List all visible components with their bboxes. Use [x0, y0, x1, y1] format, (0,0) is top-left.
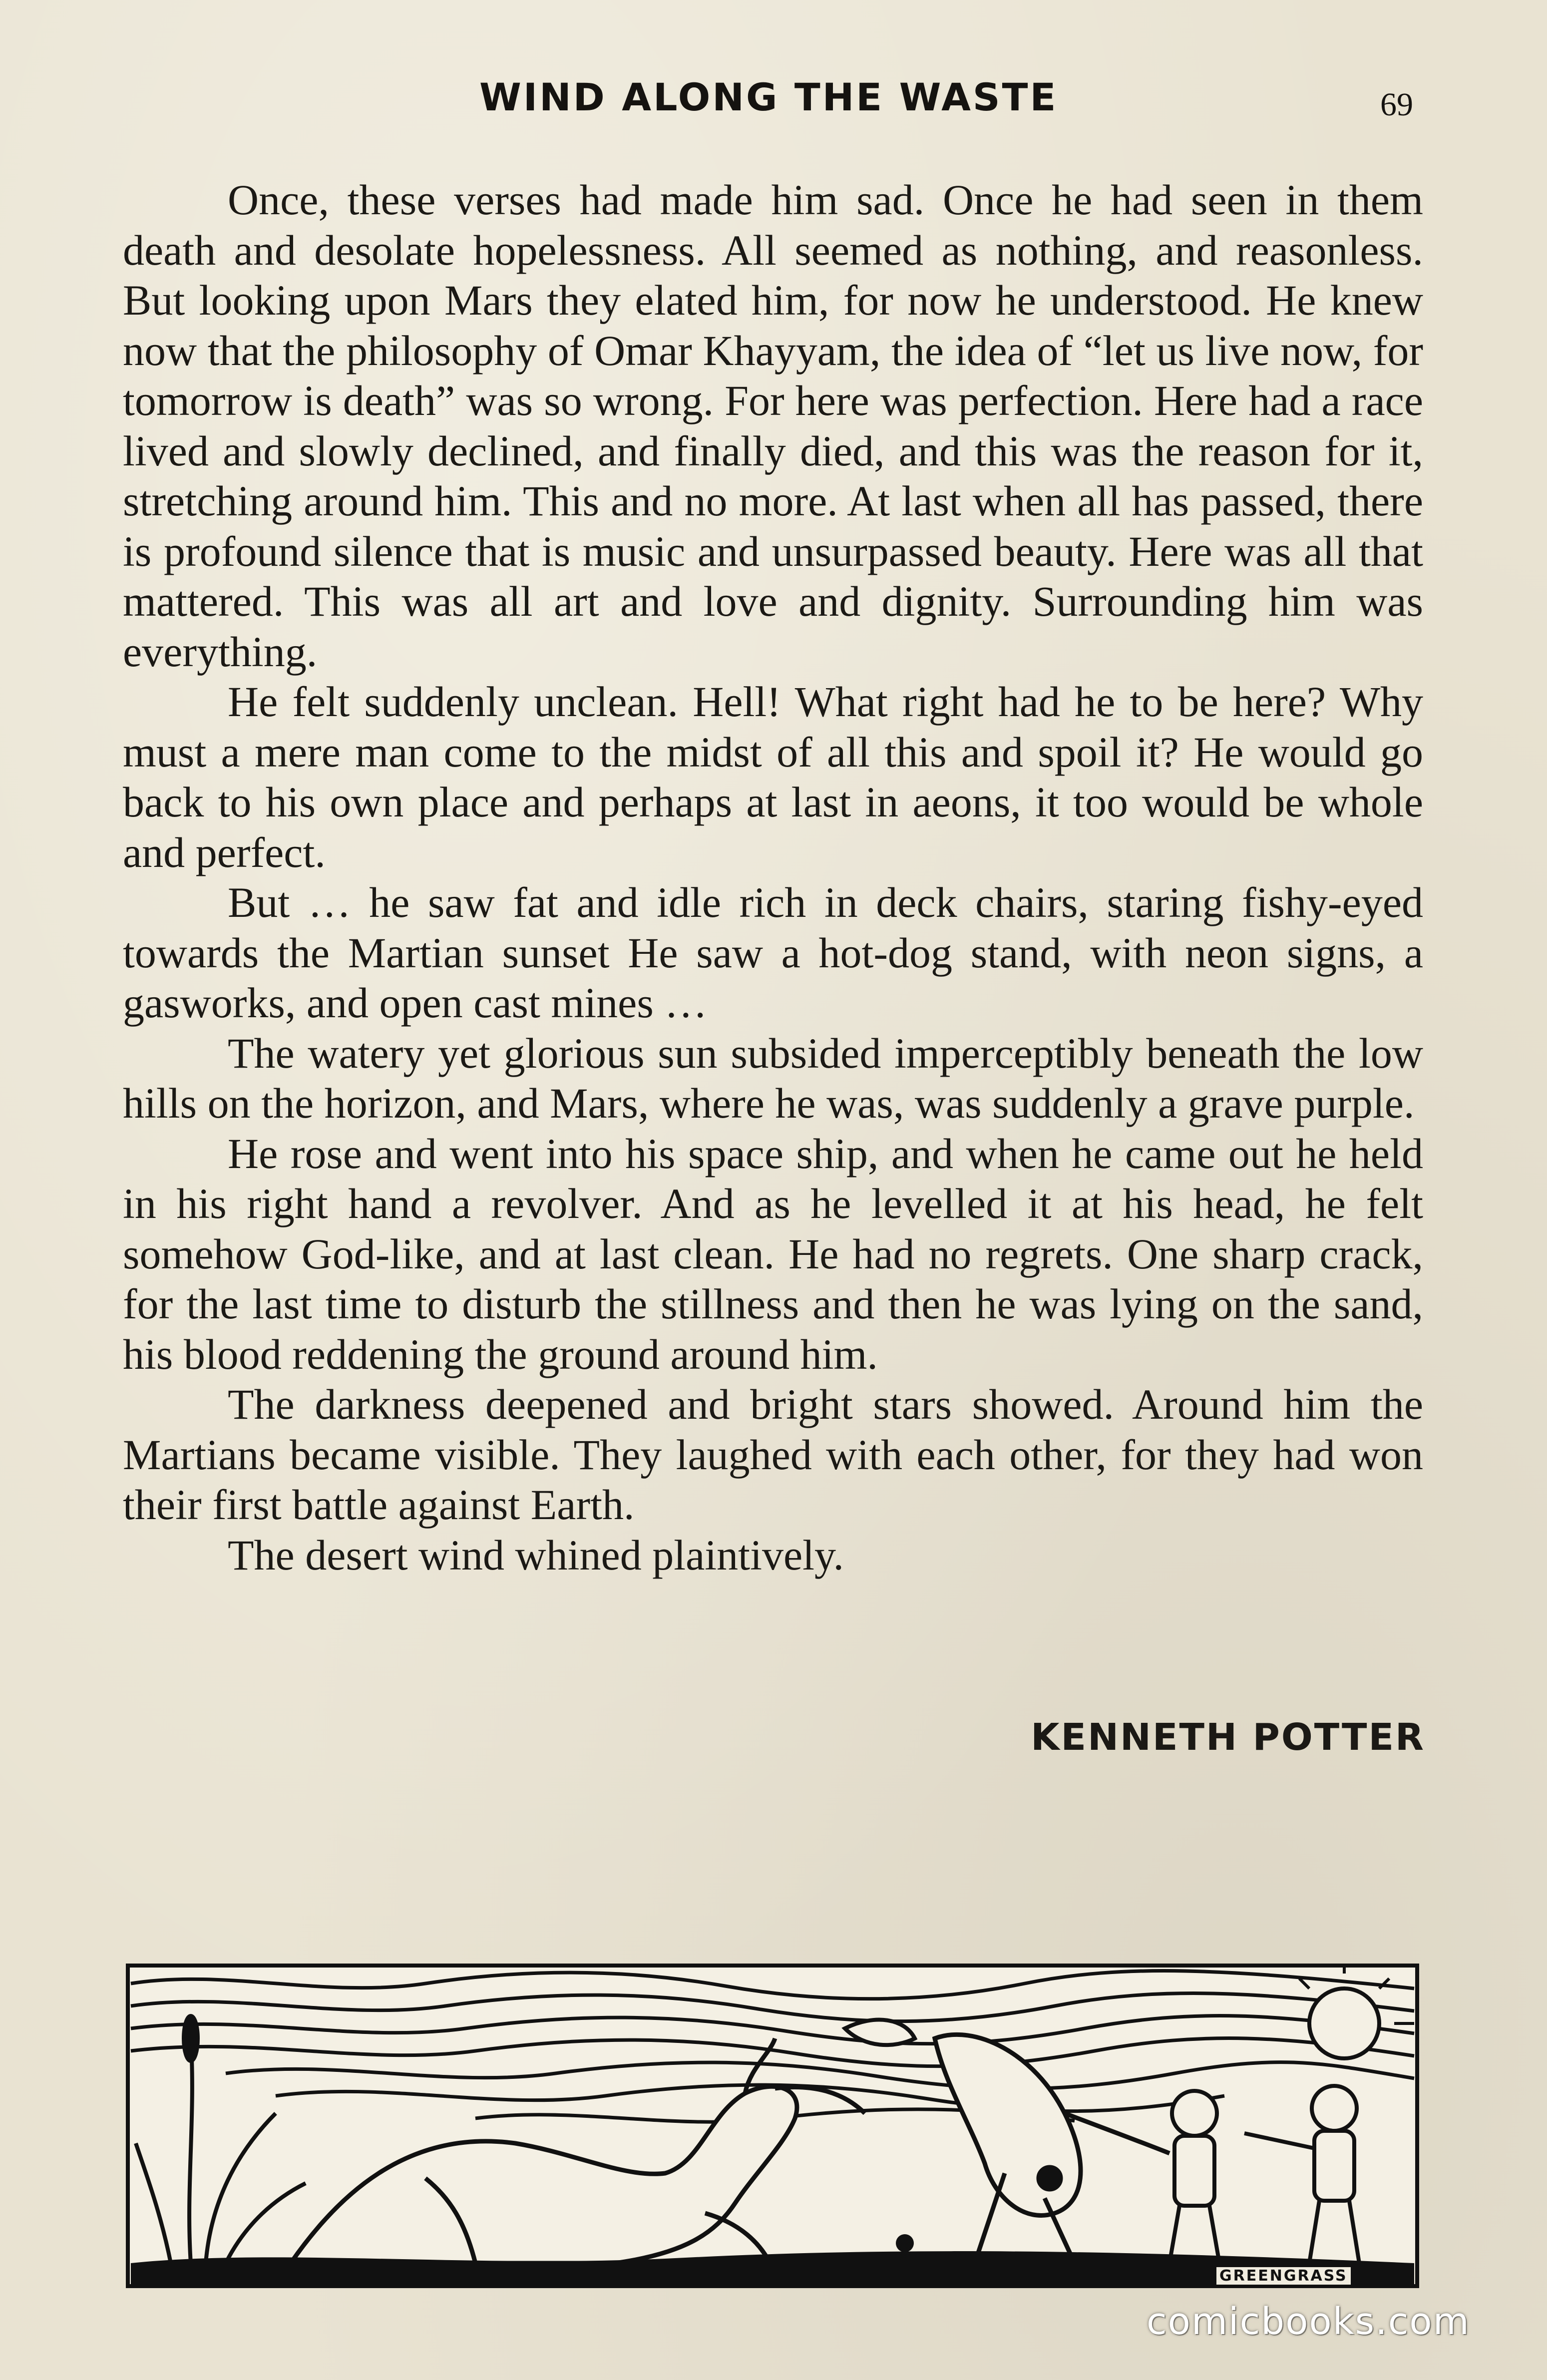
paragraph: The watery yet glorious sun subsided imperceptibly beneath the low hills on the horizon, and Mars, where he was, was suddenly a grave purple.	[123, 1029, 1423, 1127]
artist-signature: GREENGRASS	[1216, 2267, 1351, 2285]
author-byline: KENNETH POTTER	[1031, 1716, 1425, 1759]
paragraph: He felt suddenly unclean. Hell! What right had he to be here? Why must a mere man come to the midst of all this and spoil it? He would go back to his own place and perhaps at last in aeons, it too would be whole and perfect.	[123, 678, 1423, 876]
paragraph: He rose and went into his space ship, and when he came out he held in his right hand a revolver. And as he levelled it at his head, he felt somehow God-like, and at last clean. He had no regrets. One sharp crack, for the last time to disturb the stillness and then he was lying on the sand, his blood reddening the ground around him.	[123, 1129, 1423, 1378]
paragraph: Once, these verses had made him sad. Once he had seen in them death and desolate hopelessness. All seemed as nothing, and reasonless. But looking upon Mars they elated him, for now he understood. He knew now that the philosophy of Omar Khayyam, the idea of “let us live now, for tomorrow is death” was so wrong. For here was perfection. Here had a race lived and slowly declined, and finally died, and this was the reason for it, stretching around him. This and no more. At last when all has passed, there is profound silence that is music and unsurpassed beauty. Here was all that mattered. This was all art and love and dignity. Surrounding him was everything.	[123, 176, 1423, 676]
paragraph: But … he saw fat and idle rich in deck chairs, staring fishy-eyed towards the Martian sunset He saw a hot-dog stand, with neon signs, a gasworks, and open cast mines …	[123, 878, 1423, 1027]
paragraph: The desert wind whined plaintively.	[228, 1531, 844, 1579]
site-watermark: comicbooks.com	[1147, 2300, 1470, 2343]
pebble	[896, 2234, 914, 2252]
martian-scene-illustration	[126, 1964, 1419, 2288]
illustration-drawing	[126, 1964, 1419, 2288]
running-title: WIND ALONG THE WASTE	[479, 75, 1058, 119]
page-number: 69	[1380, 86, 1413, 123]
paragraph: The darkness deepened and bright stars showed. Around him the Martians became visible. They laughed with each other, for they had won their first battle against Earth.	[123, 1380, 1423, 1529]
story-text	[123, 175, 1423, 1580]
